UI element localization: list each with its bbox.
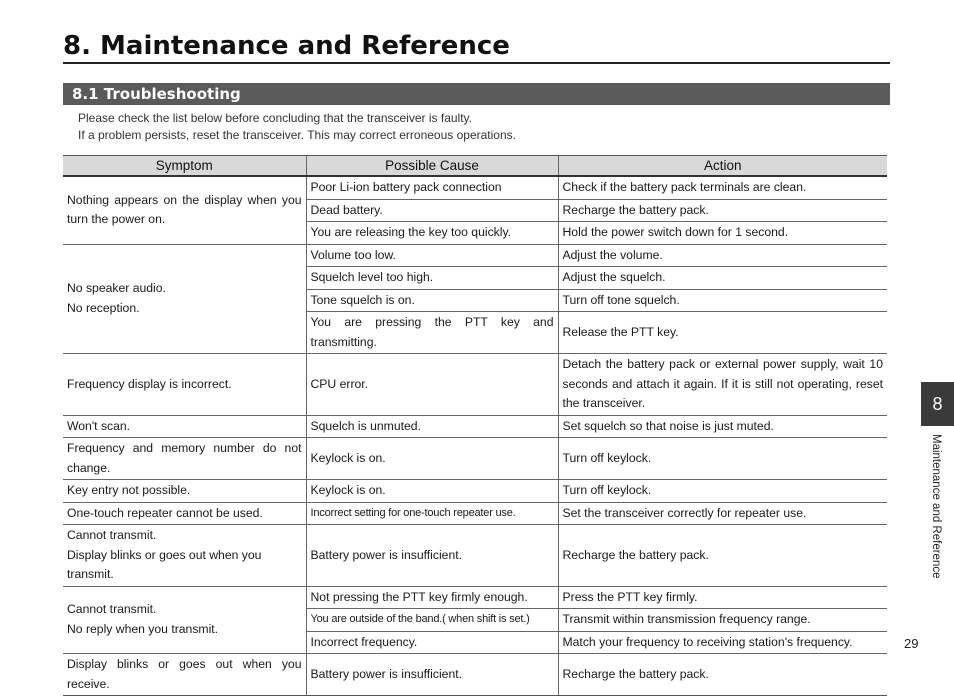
cause-cell: You are releasing the key too quickly. bbox=[306, 222, 558, 245]
table-row bbox=[63, 480, 887, 503]
cause-cell: Battery power is insufficient. bbox=[306, 525, 558, 587]
action-cell: Turn off keylock. bbox=[558, 480, 887, 503]
symptom-cell: Frequency display is incorrect. bbox=[63, 354, 306, 416]
action-cell: Transmit within transmission frequency range. bbox=[558, 609, 887, 632]
symptom-cell bbox=[63, 586, 306, 654]
cause-cell: Keylock is on. bbox=[306, 438, 558, 480]
symptom-line: No speaker audio. bbox=[67, 281, 166, 296]
page-title: 8. Maintenance and Reference bbox=[63, 30, 890, 64]
troubleshooting-table bbox=[63, 155, 887, 696]
cause-cell: Squelch is unmuted. bbox=[306, 415, 558, 438]
section-header-bar bbox=[63, 83, 890, 105]
intro-line-2: If a problem persists, reset the transceiver. This may correct erroneous operations. bbox=[78, 128, 516, 142]
section-title: 8.1 Troubleshooting bbox=[72, 85, 241, 103]
table-header-row bbox=[63, 156, 887, 177]
cause-cell: Incorrect frequency. bbox=[306, 631, 558, 654]
cause-cell: Dead battery. bbox=[306, 199, 558, 222]
action-cell: Match your frequency to receiving station's frequency. bbox=[558, 631, 887, 654]
symptom-line: No reply when you transmit. bbox=[67, 621, 219, 636]
intro-text bbox=[78, 110, 516, 144]
cause-cell: Squelch level too high. bbox=[306, 267, 558, 290]
chapter-tab: 8 bbox=[921, 382, 954, 426]
symptom-cell: Frequency and memory number do not change. bbox=[63, 438, 306, 480]
action-cell: Recharge the battery pack. bbox=[558, 654, 887, 696]
table-row bbox=[63, 354, 887, 416]
symptom-cell: Nothing appears on the display when you turn the power on. bbox=[63, 176, 306, 244]
table-row bbox=[63, 415, 887, 438]
cause-cell: Volume too low. bbox=[306, 244, 558, 267]
action-cell: Check if the battery pack terminals are clean. bbox=[558, 176, 887, 199]
symptom-line: Cannot transmit. bbox=[67, 528, 157, 542]
symptom-cell: Display blinks or goes out when you receive. bbox=[63, 654, 306, 696]
symptom-line: No reception. bbox=[67, 300, 140, 315]
cause-cell: Tone squelch is on. bbox=[306, 289, 558, 312]
cause-cell: You are pressing the PTT key and transmitting. bbox=[306, 312, 558, 354]
action-cell: Release the PTT key. bbox=[558, 312, 887, 354]
column-header-action: Action bbox=[558, 156, 887, 177]
page-number: 29 bbox=[904, 636, 919, 651]
table-row bbox=[63, 525, 887, 587]
symptom-line: Display blinks or goes out when you transmit. bbox=[67, 547, 262, 581]
cause-cell: You are outside of the band.( when shift is set.) bbox=[306, 609, 558, 632]
cause-cell: CPU error. bbox=[306, 354, 558, 416]
cause-cell: Poor Li-ion battery pack connection bbox=[306, 176, 558, 199]
symptom-cell bbox=[63, 244, 306, 354]
column-header-symptom: Symptom bbox=[63, 156, 306, 177]
action-cell: Adjust the squelch. bbox=[558, 267, 887, 290]
cause-cell: Incorrect setting for one-touch repeater use. bbox=[306, 502, 558, 525]
cause-cell: Battery power is insufficient. bbox=[306, 654, 558, 696]
table-row bbox=[63, 438, 887, 480]
intro-line-1: Please check the list below before concluding that the transceiver is faulty. bbox=[78, 111, 472, 125]
symptom-cell: Key entry not possible. bbox=[63, 480, 306, 503]
action-cell: Turn off keylock. bbox=[558, 438, 887, 480]
cause-cell: Keylock is on. bbox=[306, 480, 558, 503]
action-cell: Recharge the battery pack. bbox=[558, 525, 887, 587]
column-header-cause: Possible Cause bbox=[306, 156, 558, 177]
symptom-cell: One-touch repeater cannot be used. bbox=[63, 502, 306, 525]
symptom-line: Cannot transmit. bbox=[67, 602, 157, 617]
table-row bbox=[63, 176, 887, 199]
chapter-tab-label: Maintenance and Reference bbox=[930, 434, 942, 579]
action-cell: Recharge the battery pack. bbox=[558, 199, 887, 222]
table-row bbox=[63, 502, 887, 525]
cause-cell: Not pressing the PTT key firmly enough. bbox=[306, 586, 558, 609]
action-cell: Set the transceiver correctly for repeater use. bbox=[558, 502, 887, 525]
table-row bbox=[63, 244, 887, 267]
symptom-cell: Won't scan. bbox=[63, 415, 306, 438]
action-cell: Press the PTT key firmly. bbox=[558, 586, 887, 609]
action-cell: Adjust the volume. bbox=[558, 244, 887, 267]
action-cell: Turn off tone squelch. bbox=[558, 289, 887, 312]
symptom-cell bbox=[63, 525, 306, 587]
action-cell: Set squelch so that noise is just muted. bbox=[558, 415, 887, 438]
table-row bbox=[63, 654, 887, 696]
action-cell: Hold the power switch down for 1 second. bbox=[558, 222, 887, 245]
table-row bbox=[63, 586, 887, 609]
action-cell: Detach the battery pack or external power supply, wait 10 seconds and attach it again. If it is still not operating, reset the transceiver. bbox=[558, 354, 887, 416]
